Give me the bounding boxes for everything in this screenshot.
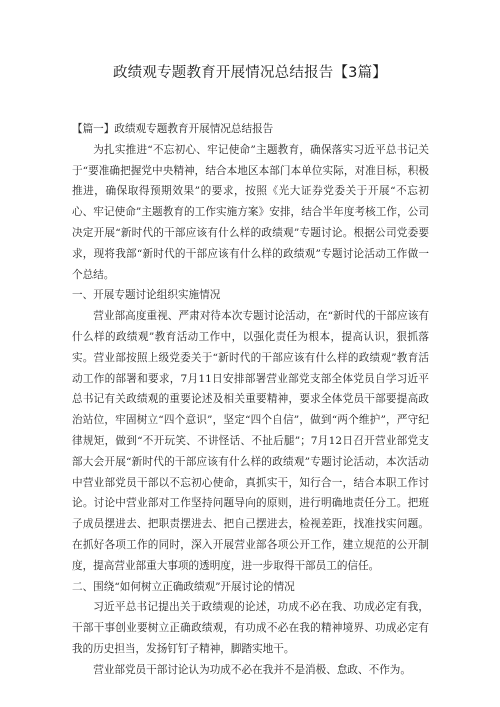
article-heading: 【篇一】政绩观专题教育开展情况总结报告 bbox=[72, 123, 274, 135]
document-body bbox=[72, 119, 429, 681]
section-1-paragraph: 营业部高度重视、严肃对待本次专题讨论活动，在“新时代的干部应该有什么样的政绩观”教育活动工作中，以强化责任为根本，提高认识，狠抓落实。营业部按照上级党委关于“新时代的干部应该有什么样的政绩观”教育活动工作的部署和要求，7月11日安排部署营业部党支部全体党员自学习近平总书记有关政绩观的重要论述及相关重要精神，要求全体党员干部要提高政治站位，牢固树立“四个意识”，坚定“四个自信”，做到“两个维护”，严守纪律规矩，做到“不开玩笑、不讲怪话、不扯后腿”；7月12日召开营业部党支部大会开展“新时代的干部应该有什么样的政绩观”专题讨论活动，本次活动中营业部党员干部以不忘初心使命，真抓实干，知行合一，结合本职工作讨论。讨论中营业部对工作坚持问题导向的原则，进行明确地责任分工。把班子成员摆进去、把职责摆进去、把自己摆进去，检视差距，找准找实问题。在抓好各项工作的同时，深入开展营业部各项公开工作，建立规范的公开制度，提高营业部重大事项的透明度，进一步取得干部员工的信任。 bbox=[72, 310, 429, 572]
section-2-paragraph: 营业部党员干部讨论认为功成不必在我并不是消极、怠政、不作为。 bbox=[93, 663, 411, 676]
section-2-paragraph: 习近平总书记提出关于政绩观的论述，功成不必在我、功成必定有我，干部干事创业要树立正确政绩观，有功成不必在我的精神境界、功成必定有我的历史担当，发扬钉钉子精神，脚踏实地干。 bbox=[72, 601, 429, 655]
intro-paragraph: 为扎实推进“不忘初心、牢记使命”主题教育，确保落实习近平总书记关于“要准确把握党中央精神，结合本地区本部门本单位实际，对准目标，积极推进，确保取得预期效果”的要求，按照《光大证券党委关于开展“不忘初心、牢记使命”主题教育的工作实施方案》安排，结合半年度考核工作，公司决定开展“新时代的干部应该有什么样的政绩观”专题讨论。根据公司党委要求，现将我部“新时代的干部应该有什么样的政绩观”专题讨论活动工作做一个总结。 bbox=[72, 143, 429, 281]
document-title: 政绩观专题教育开展情况总结报告【3篇】 bbox=[112, 65, 388, 81]
section-heading-2: 二、围绕“如何树立正确政绩观”开展讨论的情况 bbox=[72, 580, 295, 593]
section-heading-1: 一、开展专题讨论组织实施情况 bbox=[72, 289, 221, 302]
